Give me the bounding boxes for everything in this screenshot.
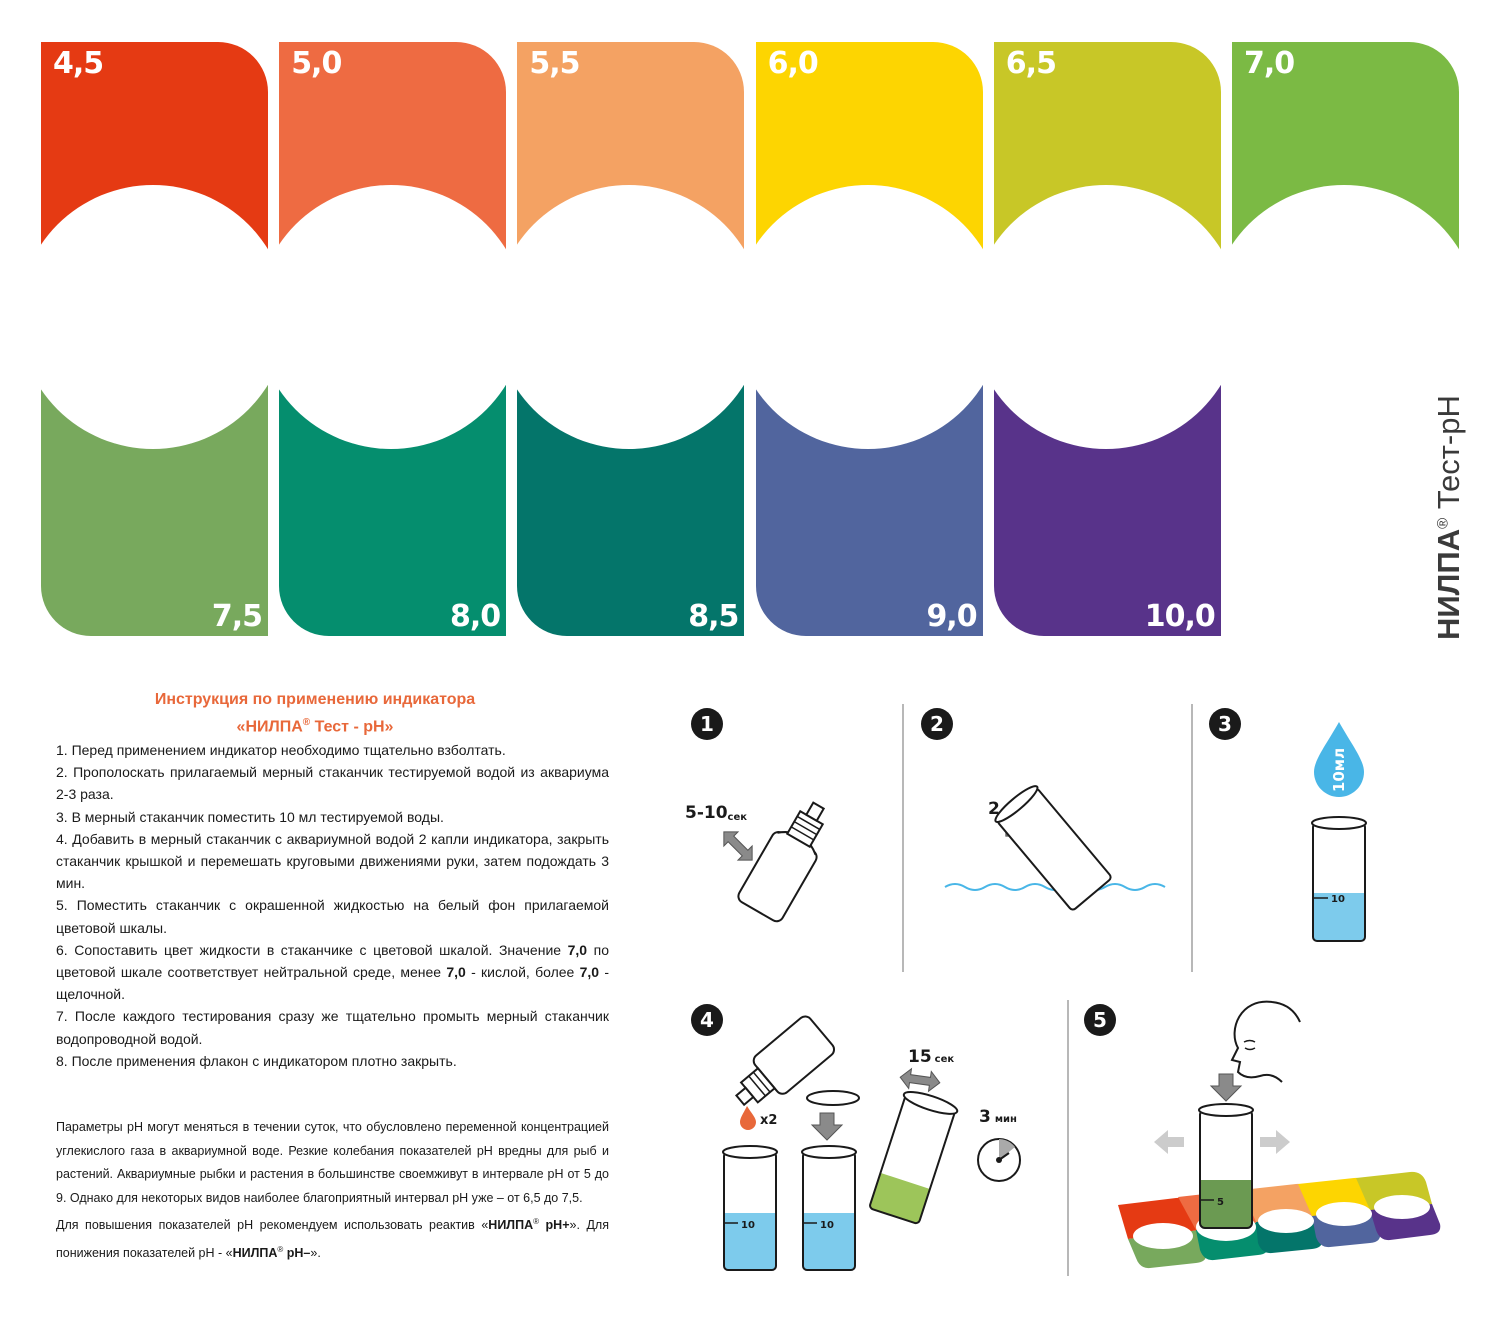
cup-with-water-2 bbox=[802, 1146, 856, 1273]
step-5-mark: 5 bbox=[1217, 1197, 1224, 1208]
instruction-item-6 bbox=[56, 939, 609, 1006]
measuring-cup-icon bbox=[1312, 817, 1366, 943]
item6-bold-neutral: 7,0 bbox=[567, 941, 588, 958]
step-4-mark-2: 10 bbox=[820, 1220, 834, 1231]
ph-swatch-top-5 bbox=[994, 42, 1221, 307]
swatch-hole bbox=[279, 185, 506, 307]
ph-swatch-top-6 bbox=[1232, 42, 1459, 307]
step-2-number: 2 bbox=[930, 712, 944, 736]
instruction-item-5: 5. Поместить стаканчик с окрашенной жидкостью на белый фон прилагаемой цветовой шкалы. bbox=[56, 897, 609, 936]
params-ph-minus: pH– bbox=[283, 1245, 311, 1260]
step-4-drops: x2 bbox=[760, 1113, 778, 1128]
step-1 bbox=[685, 708, 840, 924]
ph-value-label: 8,0 bbox=[450, 599, 501, 634]
ph-swatch-bottom-3 bbox=[517, 371, 744, 636]
brand-name: НИЛПА bbox=[1431, 528, 1466, 640]
instruction-item-7: 7. После каждого тестирования сразу же тщательно промыть мерный стаканчик водопроводной водой. bbox=[56, 1008, 609, 1047]
instruction-item-3: 3. В мерный стаканчик поместить 10 мл тестируемой воды. bbox=[56, 808, 444, 825]
ph-value-label: 7,0 bbox=[1244, 46, 1295, 81]
step-4-wait-time bbox=[979, 1107, 1017, 1127]
params-text-a: Для повышения показателей pH рекомендуем использовать реактив « bbox=[56, 1218, 489, 1233]
instruction-item-4: 4. Добавить в мерный стаканчик с аквариумной водой 2 капли индикатора, закрыть стаканчик крышкой и перемешать круговыми движениями руки, затем подождать 3 мин. bbox=[56, 830, 609, 892]
brand-product: Тест-pH bbox=[1431, 395, 1466, 510]
step-5 bbox=[1084, 1002, 1440, 1268]
left-arrow-icon bbox=[1154, 1130, 1184, 1154]
ph-swatch-top-1 bbox=[41, 42, 268, 307]
step-3-volume: 10мл bbox=[1330, 747, 1348, 793]
step-1-number: 1 bbox=[700, 712, 714, 736]
item6-bold-alkaline: 7,0 bbox=[579, 964, 600, 981]
ph-value-label: 6,0 bbox=[767, 46, 818, 81]
ph-swatch-top-3 bbox=[517, 42, 744, 307]
step-4 bbox=[691, 1004, 1020, 1273]
item6-bold-acid: 7,0 bbox=[446, 964, 466, 981]
timer-icon bbox=[978, 1139, 1020, 1181]
down-arrow-icon bbox=[1211, 1074, 1241, 1101]
title-reg-mark: ® bbox=[302, 717, 311, 728]
ph-swatch-top-4 bbox=[756, 42, 983, 307]
step-3 bbox=[1209, 708, 1366, 943]
shake-time-unit: сек bbox=[934, 1054, 955, 1065]
params-reg-2: ® bbox=[277, 1244, 284, 1254]
ph-value-label: 7,5 bbox=[211, 599, 262, 634]
params-ph-plus: pH+ bbox=[545, 1218, 570, 1233]
item6-text-e: - кислой, более bbox=[465, 964, 580, 981]
mini-color-scale bbox=[1118, 1172, 1440, 1268]
step-3-number: 3 bbox=[1218, 712, 1232, 736]
ph-value-label: 5,5 bbox=[529, 46, 580, 81]
step-3-mark: 10 bbox=[1331, 894, 1345, 905]
instruction-item-2: 2. Прополоскать прилагаемый мерный стаканчик тестируемой водой из аквариума 2-3 раза. bbox=[56, 764, 609, 803]
item6-text-g: - щелочной. bbox=[56, 964, 609, 1003]
swatch-hole bbox=[756, 371, 983, 449]
swatch-hole bbox=[994, 185, 1221, 307]
swatch-hole bbox=[994, 371, 1221, 449]
wait-time-value: 3 bbox=[979, 1107, 991, 1127]
params-reg-1: ® bbox=[533, 1217, 539, 1226]
step-4-mark-1: 10 bbox=[741, 1220, 755, 1231]
title-product: Тест - pH» bbox=[310, 718, 394, 736]
cup-on-scale-icon bbox=[1196, 1104, 1256, 1241]
params-text-d: ». Для понижения показателей pH - « bbox=[56, 1218, 609, 1260]
step-2-times-value: 2 bbox=[988, 799, 1000, 819]
eye-icon bbox=[1244, 1041, 1255, 1050]
step-5-number: 5 bbox=[1093, 1008, 1107, 1032]
item6-text-c: по цветовой шкале соответствует нейтральной среде, менее bbox=[56, 941, 609, 981]
ph-swatch-bottom-5 bbox=[994, 371, 1221, 636]
shake-arrow-icon bbox=[717, 825, 759, 867]
ph-value-label: 8,5 bbox=[688, 599, 739, 634]
params-brand-1: НИЛПА bbox=[488, 1218, 534, 1233]
swatch-hole bbox=[517, 185, 744, 307]
step-1-time-value: 5-10 bbox=[685, 803, 728, 823]
down-arrow-icon bbox=[812, 1113, 842, 1140]
steps-illustration bbox=[660, 700, 1500, 1334]
instructions-title-line-1: Инструкция по применению индикатора bbox=[154, 691, 476, 708]
swatch-hole bbox=[279, 371, 506, 449]
rinsing-cup-icon bbox=[992, 782, 1113, 912]
instructions-list bbox=[56, 739, 609, 1072]
ph-swatch-bottom-2 bbox=[279, 371, 506, 636]
ph-value-label: 9,0 bbox=[926, 599, 977, 634]
swatch-hole bbox=[756, 185, 983, 307]
swatch-hole bbox=[1232, 185, 1459, 307]
ph-swatch-bottom-1 bbox=[41, 371, 268, 636]
params-brand-2: НИЛПА bbox=[232, 1245, 278, 1260]
wait-time-unit: мин bbox=[994, 1114, 1017, 1125]
instructions-title-line-2 bbox=[90, 712, 540, 737]
step-1-time-unit: сек bbox=[727, 812, 748, 823]
swatch-hole bbox=[41, 185, 268, 307]
title-brand: «НИЛПА bbox=[236, 718, 303, 736]
step-4-number: 4 bbox=[700, 1008, 714, 1032]
ph-swatch-bottom-4 bbox=[756, 371, 983, 636]
swatch-hole bbox=[517, 371, 744, 449]
shake-arrow-icon bbox=[899, 1067, 941, 1092]
ph-value-label: 6,5 bbox=[1005, 46, 1056, 81]
shake-time-value: 15 bbox=[908, 1047, 932, 1067]
step-2 bbox=[921, 708, 1165, 912]
swatch-hole bbox=[41, 371, 268, 449]
brand-reg-mark: ® bbox=[1434, 517, 1452, 529]
step-1-time bbox=[685, 803, 747, 823]
item6-text-a: 6. Сопоставить цвет жидкости в стаканчике с цветовой шкалой. Значение bbox=[56, 941, 568, 958]
params-text-g: ». bbox=[310, 1245, 321, 1260]
params-paragraph-1: Параметры pH могут меняться в течении суток, что обусловлено переменной концентрацией углекислого газа в аквариумной воде. Резкие колебания показателей pH вредны для рыб и растений. Аквариумные рыбки и растения в большинстве своемживут в интервале pH от 5 до 9. Однако для некоторых видов наиболее благоприятный интервал pH уже – от 6,5 до 7,5. bbox=[56, 1120, 609, 1205]
cup-lid bbox=[807, 1091, 859, 1105]
face-profile-icon bbox=[1232, 1002, 1300, 1082]
step-4-shake-time bbox=[908, 1047, 954, 1067]
cup-with-water-1 bbox=[723, 1146, 777, 1273]
ph-parameters-note bbox=[56, 1116, 609, 1265]
brand-vertical bbox=[1431, 395, 1467, 640]
ph-value-label: 10,0 bbox=[1144, 599, 1215, 634]
ph-value-label: 5,0 bbox=[291, 46, 342, 81]
shaking-cup-icon bbox=[867, 1088, 959, 1225]
ph-value-label: 4,5 bbox=[53, 46, 104, 81]
instruction-item-8: 8. После применения флакон с индикатором плотно закрыть. bbox=[56, 1052, 457, 1069]
right-arrow-icon bbox=[1260, 1130, 1290, 1154]
ph-swatch-top-2 bbox=[279, 42, 506, 307]
indicator-drop-icon bbox=[740, 1106, 756, 1130]
params-paragraph-2 bbox=[56, 1210, 609, 1265]
instruction-item-1: 1. Перед применением индикатор необходимо тщательно взболтать. bbox=[56, 742, 506, 758]
